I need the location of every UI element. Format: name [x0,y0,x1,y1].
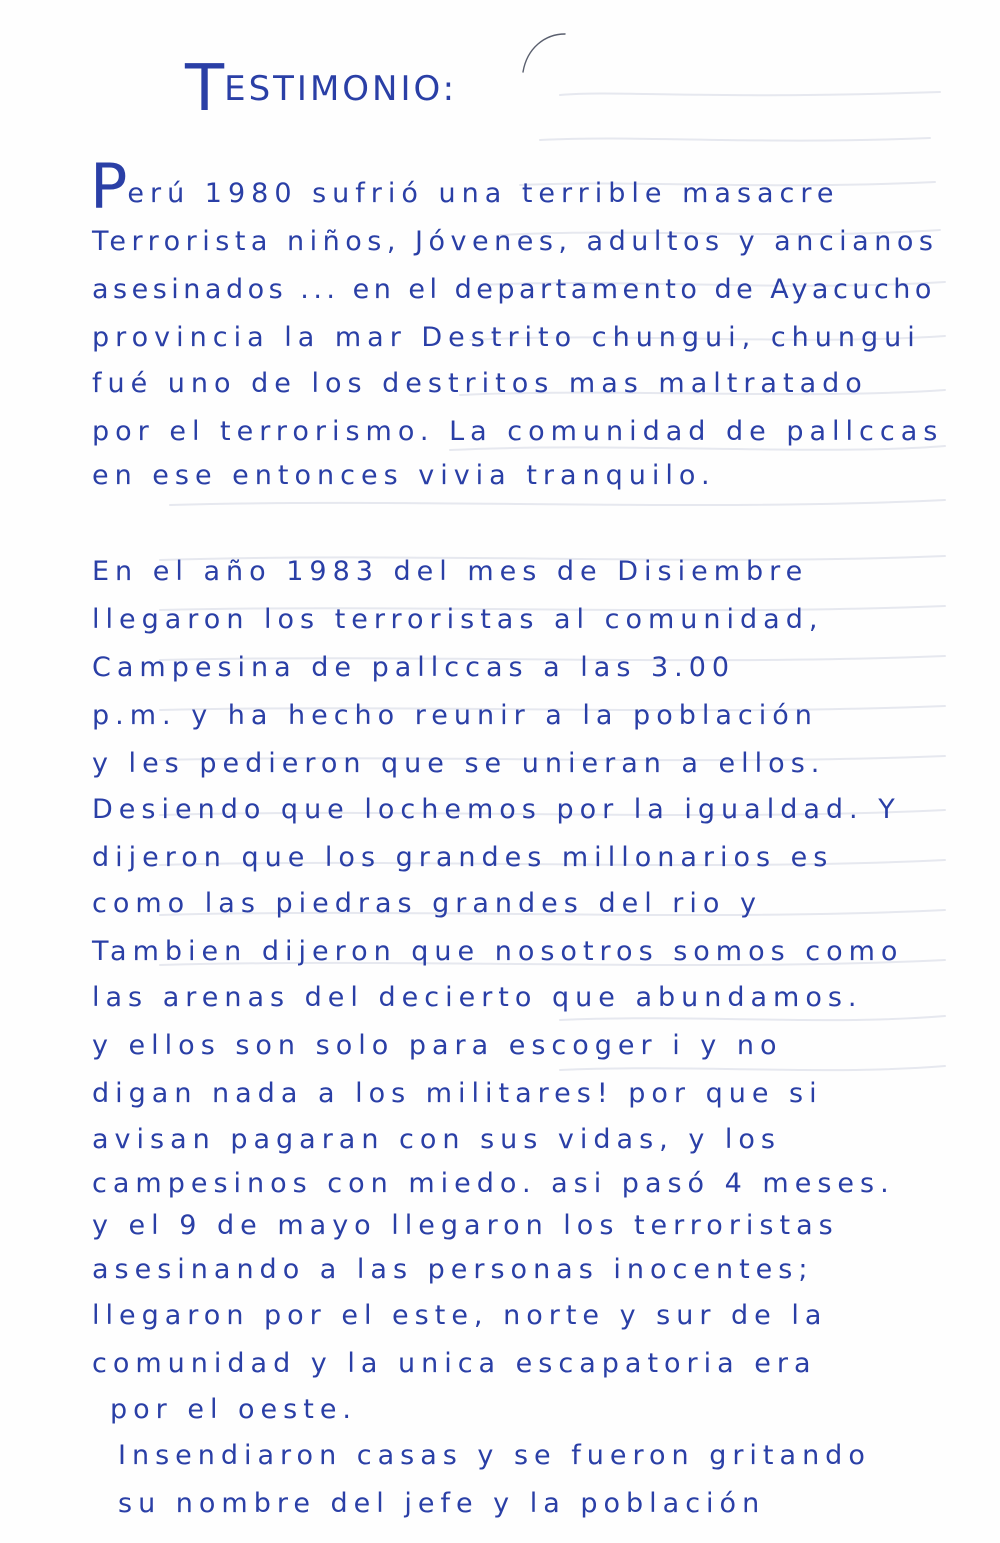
text-line-2: Terrorista niños, Jóvenes, adultos y ancianos [92,226,939,257]
text-line-19: digan nada a los militares! por que si [92,1078,823,1109]
text-line-21: campesinos con miedo. asi pasó 4 meses. [92,1168,895,1199]
title-initial: T [185,52,225,126]
text-line-3: asesinados ... en el departamento de Ayacucho [92,274,936,305]
title-rest: ESTIMONIO: [224,69,458,109]
text-line-22: y el 9 de mayo llegaron los terroristas [92,1210,839,1241]
text-line-12: y les pedieron que se unieran a ellos. [92,748,826,779]
text-line-9: llegaron los terroristas al comunidad, [92,604,824,635]
line-text: erú 1980 sufrió una terrible masacre [127,178,840,209]
text-line-6: por el terrorismo. La comunidad de pallccas [92,416,944,447]
text-line-7: en ese entonces vivia tranquilo. [92,460,716,491]
pen-stroke-mark [515,28,575,78]
text-line-8: En el año 1983 del mes de Disiembre [92,556,809,587]
text-line-13: Desiendo que lochemos por la igualdad. Y [92,794,901,825]
paragraph-initial: P [90,150,128,223]
text-line-28: su nombre del jefe y la población [118,1488,766,1519]
text-line-26: por el oeste. [110,1394,358,1425]
text-line-15: como las piedras grandes del rio y [92,888,762,919]
page-title [185,52,457,126]
text-line-5: fué uno de los destritos mas maltratado [92,368,868,399]
text-line-25: comunidad y la unica escapatoria era [92,1348,817,1379]
text-line-10: Campesina de pallccas a las 3.00 [92,652,736,683]
text-line-4: provincia la mar Destrito chungui, chungui [92,322,921,353]
text-line-20: avisan pagaran con sus vidas, y los [92,1124,781,1155]
text-line-18: y ellos son solo para escoger i y no [92,1030,783,1061]
text-line-27: Insendiaron casas y se fueron gritando [118,1440,871,1471]
text-line-23: asesinando a las personas inocentes; [92,1254,814,1285]
text-line-17: las arenas del decierto que abundamos. [92,982,863,1013]
text-line-14: dijeron que los grandes millonarios es [92,842,834,873]
text-line-16: Tambien dijeron que nosotros somos como [92,936,904,967]
text-line-1 [90,150,840,223]
text-line-11: p.m. y ha hecho reunir a la población [92,700,818,731]
text-line-24: llegaron por el este, norte y sur de la [92,1300,828,1331]
